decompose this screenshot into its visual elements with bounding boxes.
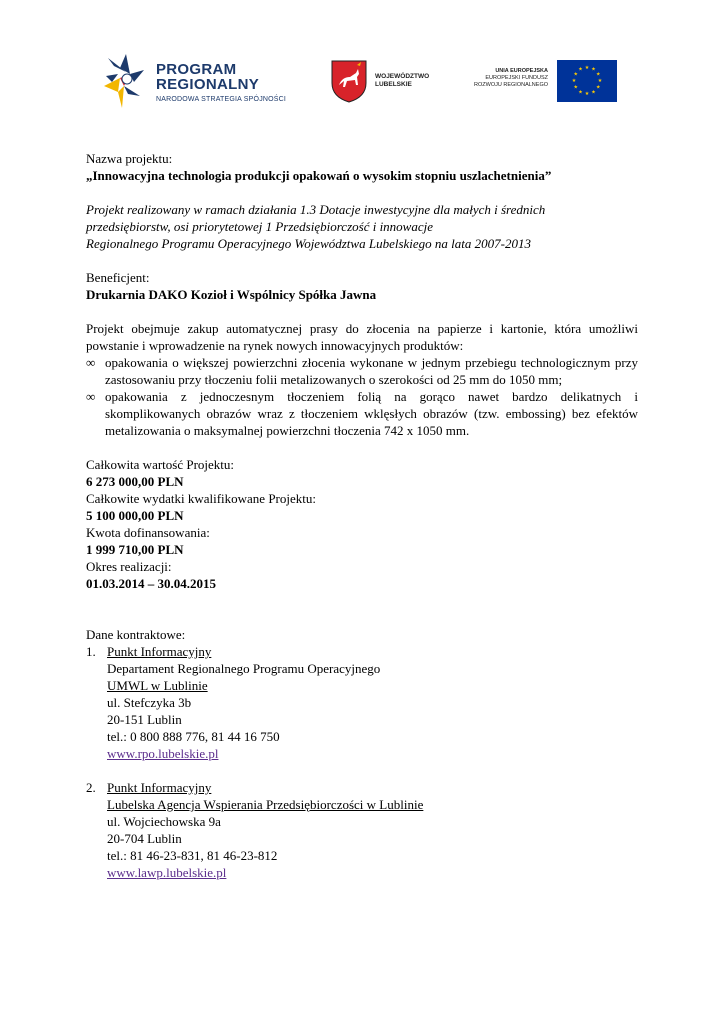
star-logo-icon bbox=[100, 52, 152, 110]
svg-text:★: ★ bbox=[571, 78, 577, 84]
contacts-label: Dane kontraktowe: bbox=[86, 627, 186, 642]
contact-title: Punkt Informacyjny bbox=[107, 780, 212, 795]
eligible-value: 5 100 000,00 PLN bbox=[86, 508, 184, 523]
project-description: Projekt obejmuje zakup automatycznej prasy do złocenia na papierze i kartonie, która umożliwi powstanie i wprowadzenie na rynek nowych innowacyjnych produktów: bbox=[86, 321, 638, 353]
region-logo-line2: LUBELSKIE bbox=[375, 81, 412, 88]
svg-text:★: ★ bbox=[584, 91, 590, 97]
period-label: Okres realizacji: bbox=[86, 559, 172, 574]
goat-shield-icon bbox=[330, 59, 368, 103]
contact-city: 20-151 Lublin bbox=[107, 712, 182, 727]
funding-value: 1 999 710,00 PLN bbox=[86, 542, 184, 557]
contact-point-2 bbox=[86, 779, 638, 881]
lawp-website-link[interactable]: www.lawp.lubelskie.pl bbox=[107, 865, 227, 880]
eu-fund-text bbox=[458, 68, 548, 89]
contact-street: ul. Wojciechowska 9a bbox=[107, 814, 221, 829]
contact-organization: UMWL w Lublinie bbox=[107, 678, 208, 693]
program-logo-line3: NARODOWA STRATEGIA SPÓJNOŚCI bbox=[156, 96, 287, 103]
funding-label: Kwota dofinansowania: bbox=[86, 525, 210, 540]
document-body bbox=[86, 150, 638, 881]
svg-text:★: ★ bbox=[584, 65, 590, 71]
project-name-label: Nazwa projektu: bbox=[86, 151, 173, 166]
realization-line-2: przedsiębiorstw, osi priorytetowej 1 Przedsiębiorczość i innowacje bbox=[86, 219, 434, 234]
realization-line-3: Regionalnego Programu Operacyjnego Województwa Lubelskiego na lata 2007-2013 bbox=[86, 236, 531, 251]
list-item bbox=[86, 354, 638, 388]
wojewodztwo-lubelskie-logo bbox=[330, 59, 450, 105]
eu-flag-icon bbox=[557, 60, 617, 102]
program-logo-line2: REGIONALNY bbox=[156, 76, 260, 93]
contact-phone: tel.: 0 800 888 776, 81 44 16 750 bbox=[107, 729, 280, 744]
project-name: „Innowacyjna technologia produkcji opakowań o wysokim stopniu uszlachetnienia” bbox=[86, 168, 552, 183]
eu-logo-line1: UNIA EUROPEJSKA bbox=[495, 68, 548, 74]
infinity-bullet-icon: ∞ bbox=[86, 355, 96, 370]
contact-number: 1. bbox=[86, 644, 96, 659]
bullet-text: opakowania o większej powierzchni złocenia wykonane w jednym przebiegu technologicznym przy zastosowaniu przy tłoczeniu folii metalizowanych o szerokości od 25 mm do 1050 mm; bbox=[105, 355, 638, 387]
svg-text:★: ★ bbox=[578, 66, 583, 73]
realization-line-1: Projekt realizowany w ramach działania 1.3 Dotacje inwestycyjne dla małych i średnich bbox=[86, 202, 546, 217]
period-value: 01.03.2014 – 30.04.2015 bbox=[86, 576, 216, 591]
contact-point-1 bbox=[86, 643, 638, 762]
rpo-website-link[interactable]: www.rpo.lubelskie.pl bbox=[107, 746, 219, 761]
svg-text:★: ★ bbox=[591, 66, 596, 73]
contact-number: 2. bbox=[86, 780, 96, 795]
eu-logo-line2: EUROPEJSKI FUNDUSZ bbox=[485, 75, 548, 81]
contact-title: Punkt Informacyjny bbox=[107, 644, 212, 659]
svg-text:★: ★ bbox=[591, 89, 596, 96]
beneficiary-label: Beneficjent: bbox=[86, 270, 150, 285]
bullet-text: opakowania z jednoczesnym tłoczeniem folią na gorąco nawet bardzo delikatnych i skomplikowanych obrazów wraz z tłoczeniem wklęsłych obrazów (tzw. embossing) bez efektów metalizowania o maksymalnej powierzchni tłoczenia 742 x 1050 mm. bbox=[105, 389, 638, 438]
contact-phone: tel.: 81 46-23-831, 81 46-23-812 bbox=[107, 848, 278, 863]
svg-text:★: ★ bbox=[573, 71, 578, 78]
infinity-bullet-icon: ∞ bbox=[86, 389, 96, 404]
svg-text:★: ★ bbox=[597, 78, 603, 84]
contact-department: Departament Regionalnego Programu Operacyjnego bbox=[107, 661, 381, 676]
svg-text:★: ★ bbox=[578, 89, 583, 96]
total-value-label: Całkowita wartość Projektu: bbox=[86, 457, 235, 472]
svg-text:★: ★ bbox=[596, 71, 601, 78]
beneficiary-name: Drukarnia DAKO Kozioł i Wspólnicy Spółka Jawna bbox=[86, 287, 377, 302]
eu-logo-line3: ROZWOJU REGIONALNEGO bbox=[474, 82, 548, 88]
contact-organization: Lubelska Agencja Wspierania Przedsiębiorczości w Lublinie bbox=[107, 797, 424, 812]
total-value: 6 273 000,00 PLN bbox=[86, 474, 184, 489]
svg-text:★: ★ bbox=[573, 84, 578, 91]
region-logo-line1: WOJEWÓDZTWO bbox=[375, 73, 430, 80]
contact-city: 20-704 Lublin bbox=[107, 831, 182, 846]
product-list bbox=[86, 354, 638, 439]
eligible-label: Całkowite wydatki kwalifikowane Projektu: bbox=[86, 491, 316, 506]
contact-street: ul. Stefczyka 3b bbox=[107, 695, 192, 710]
svg-text:★: ★ bbox=[596, 84, 601, 91]
program-logo-line1: PROGRAM bbox=[156, 61, 237, 78]
program-regionalny-logo bbox=[100, 52, 305, 114]
list-item bbox=[86, 388, 638, 439]
